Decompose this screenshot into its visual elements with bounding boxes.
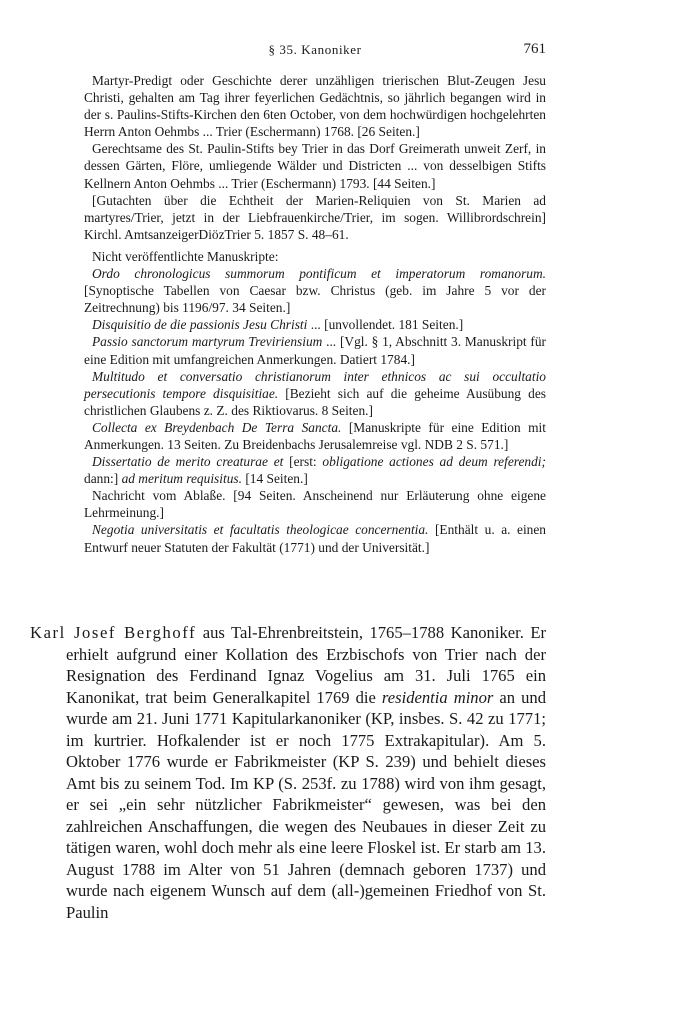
manuscript-entry-negotia [84,521,546,555]
running-head: § 35. Kanoniker [268,42,362,57]
manuscript-note: [Enthält u. a. einen Entwurf neuer Statuten der Fakultät (1771) und der Universität.] [84,522,547,555]
page-header [84,42,546,62]
manuscript-title: Multitudo et conversatio christianorum inter ethnicos ac sui occultatio persecutionis tempore disquisitiae. [84,368,546,401]
manuscript-title-variant: ad meritum requisitus. [121,471,242,487]
manuscript-note: ... [unvollendet. 181 Seiten.] [307,317,464,333]
work-entry-gutachten: [Gutachten über die Echtheit der Marien-Reliquien von St. Marien ad martyres/Trier, jetzt in der Liebfrauenkirche/Trier, im sogen. Willibrordschrein] Kirchl. AmtsanzeigerDiözTrier 5. 1857 S. 48–61. [84,192,546,242]
manuscript-note: [erst: [283,454,323,470]
manuscript-title: Ordo chronologicus summorum pontificum et imperatorum romanorum. [92,266,546,282]
manuscript-entry-disquisitio [84,316,546,333]
biography-entry-berghoff [30,622,546,923]
manuscript-entry-collecta [84,419,546,453]
manuscript-entry-multitudo [84,368,546,419]
manuscript-note: [Manuskripte für eine Edition mit Anmerkungen. 13 Seiten. Zu Breidenbachs Jerusalemreise vgl. NDB 2 S. 571.] [84,419,546,452]
manuscript-title: Collecta ex Breydenbach De Terra Sancta. [92,419,342,435]
bibliography-block [84,72,546,556]
manuscript-title: Dissertatio de merito creaturae et [92,454,284,470]
manuscript-title: Disquisitio de die passionis Jesu Christi [92,317,308,333]
manuscript-title: Negotia universitatis et facultatis theologicae concernentia. [92,522,429,538]
person-name: Karl Josef Berghoff [30,623,197,642]
manuscript-title: Passio sanctorum martyrum Treviriensium [92,334,323,350]
work-entry-martyr-predigt: Martyr-Predigt oder Geschichte derer unzähligen trierischen Blut-Zeugen Jesu Christi, gehalten am Tag ihrer feyerlichen Gedächtnis, so jährlich begangen wird in der s. Paulins-Stifts-Kirchen den 6ten October, von dem hochwürdigen hochgelehrten Herrn Anton Oehmbs ... Trier (Eschermann) 1768. [26 Seiten.] [84,73,546,140]
manuscript-title-variant: obligatione actiones ad deum referendi; [322,454,546,470]
manuscript-note: [14 Seiten.] [241,471,308,487]
manuscript-note: ... [Vgl. § 1, Abschnitt 3. Manuskript für eine Edition mit umfangreichen Anmerkungen. Datiert 1784.] [84,334,547,367]
manuscripts-heading: Nicht veröffentlichte Manuskripte: [92,248,279,264]
manuscript-note: [Synoptische Tabellen von Caesar bzw. Christus (geb. im Jahre 5 vor der Zeitrechnung) bis 1196/97. 34 Seiten.] [84,283,546,316]
manuscript-entry-ordo [84,265,546,316]
manuscript-note: dann:] [84,471,122,487]
page-number: 761 [523,41,546,57]
manuscript-entry-dissertatio [84,453,546,487]
biography-block [30,622,546,923]
manuscript-entry-passio [84,333,546,367]
manuscript-note: [Bezieht sich auf die geheime Ausübung des christlichen Glaubens z. Z. des Riktiovarus. 8 Seiten.] [84,385,546,418]
biography-text: an und wurde am 21. Juni 1771 Kapitularkanoniker (KP, insbes. S. 42 zu 1771; im kurtrier. Hofkalender ist er noch 1775 Extrakapitular). Am 5. Oktober 1776 wurde er Fabrikmeister (KP S. 239) und behielt dieses Amt bis zu seinem Tod. Im KP (S. 253f. zu 1788) wird von ihm gesagt, er sei „ein sehr nützlicher Fabrikmeister“ gewesen, was bei den zahlreichen Anschaffungen, die wegen des Neubaues in dieser Zeit zu tätigen waren, wohl doch mehr als eine leere Floskel ist. Er starb am 13. August 1788 im Alter von 51 Jahren (demnach geboren 1737) und wurde nach eigenem Wunsch auf dem (all-)gemeinen Friedhof von St. Paulin [66,687,546,922]
biography-italic-term: residentia minor [381,687,494,707]
manuscript-entry-ablass: Nachricht vom Ablaße. [94 Seiten. Anscheinend nur Erläuterung ohne eigene Lehrmeinung.] [84,488,546,521]
work-entry-gerechtsame: Gerechtsame des St. Paulin-Stifts bey Trier in das Dorf Greimerath unweit Zerf, in dessen Gärten, Flöre, umliegende Wälder und Districten ... von desselbigen Stifts Kellnern Anton Oehmbs ... Trier (Eschermann) 1793. [44 Seiten.] [84,141,546,191]
biography-text: aus Tal-Ehrenbreitstein, 1765–1788 Kanoniker. Er erhielt aufgrund einer Kollation des Erzbischofs von Trier nach der Resignation des Ferdinand Ignaz Vogelius am 31. Juli 1765 ein Kanonikat, trat beim Generalkapitel 1769 die [66,623,546,707]
